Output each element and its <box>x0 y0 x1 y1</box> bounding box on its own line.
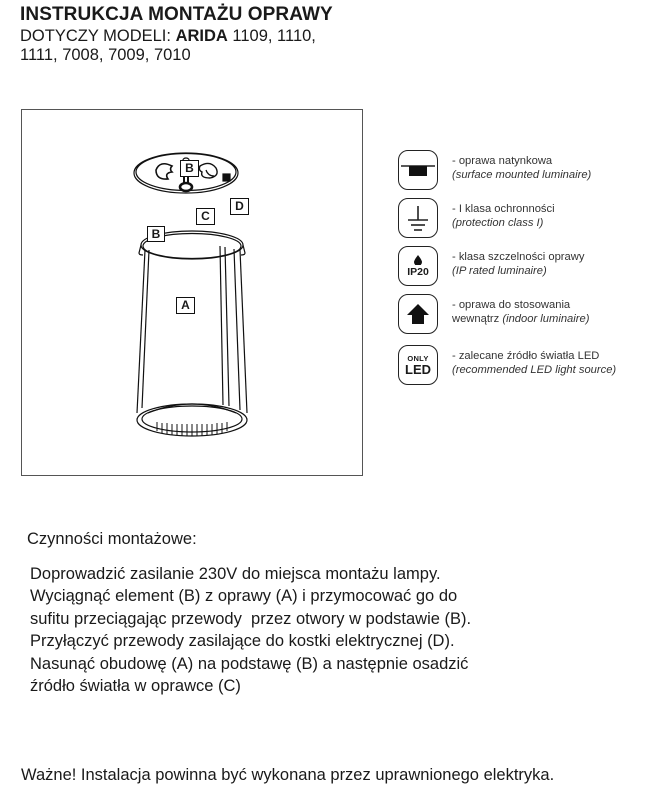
instruction-line: źródło światła w oprawce (C) <box>30 677 241 696</box>
instructions-list <box>30 563 471 697</box>
lamp-housing-a <box>137 231 247 436</box>
label-c: C <box>196 208 215 225</box>
legend-label-en: (protection class I) <box>452 216 544 229</box>
legend-label: - oprawa do stosowania <box>452 299 571 311</box>
ip-rating-icon <box>398 246 438 286</box>
subtitle-prefix: DOTYCZY MODELI: <box>20 27 176 45</box>
model-name: ARIDA <box>175 27 228 45</box>
instruction-line: Przyłączyć przewody zasilające do kostki elektrycznej (D). <box>30 632 455 651</box>
models-subtitle <box>20 27 340 65</box>
legend-item-indoor <box>398 294 648 338</box>
legend-label-en: (IP rated luminaire) <box>452 264 547 277</box>
electrician-warning: Ważne! Instalacja powinna być wykonana przez uprawnionego elektryka. <box>21 766 555 784</box>
legend-label-en: (recommended LED light source) <box>452 363 617 376</box>
led-text: LED <box>405 362 431 377</box>
legend-label-en: wewnątrz (indoor luminaire) <box>452 312 590 325</box>
only-led-icon <box>398 345 438 385</box>
legend-label: - klasa szczelności oprawy <box>452 251 585 263</box>
assembly-diagram <box>21 109 363 476</box>
models-list-line1: 1109, 1110, <box>227 27 316 45</box>
instruction-line: Nasunąć obudowę (A) na podstawę (B) a następnie osadzić <box>30 654 469 673</box>
models-list-line2: 1111, 7008, 7009, 7010 <box>20 46 191 64</box>
legend-label-en: (surface mounted luminaire) <box>452 168 592 181</box>
legend-item-ip-rating <box>398 246 648 290</box>
legend-label: - oprawa natynkowa <box>452 155 553 167</box>
ip-rating-text: IP20 <box>407 266 429 278</box>
legend-item-surface-mounted <box>398 150 648 194</box>
legend-label: - zalecane źródło światła LED <box>452 350 600 362</box>
document-title: INSTRUKCJA MONTAŻU OPRAWY <box>20 4 333 25</box>
ground-protection-icon <box>398 198 438 238</box>
instruction-line: Wyciągnąć element (B) z oprawy (A) i przymocować go do <box>30 587 458 606</box>
indoor-house-icon <box>398 294 438 334</box>
legend-item-protection-class <box>398 198 648 242</box>
label-d: D <box>230 198 249 215</box>
instruction-line: Doprowadzić zasilanie 230V do miejsca montażu lampy. <box>30 565 441 583</box>
instructions-heading: Czynności montażowe: <box>27 530 197 548</box>
label-b-rim: B <box>147 226 165 242</box>
legend-label: - I klasa ochronności <box>452 203 555 215</box>
label-a: A <box>176 297 195 314</box>
surface-mounted-icon <box>398 150 438 190</box>
only-text: ONLY <box>407 354 429 363</box>
label-b-top: B <box>180 160 199 177</box>
legend-item-only-led <box>398 345 648 389</box>
instruction-line: sufitu przeciągając przewody przez otwory w podstawie (B). <box>30 609 472 628</box>
water-drop-icon <box>413 254 423 265</box>
